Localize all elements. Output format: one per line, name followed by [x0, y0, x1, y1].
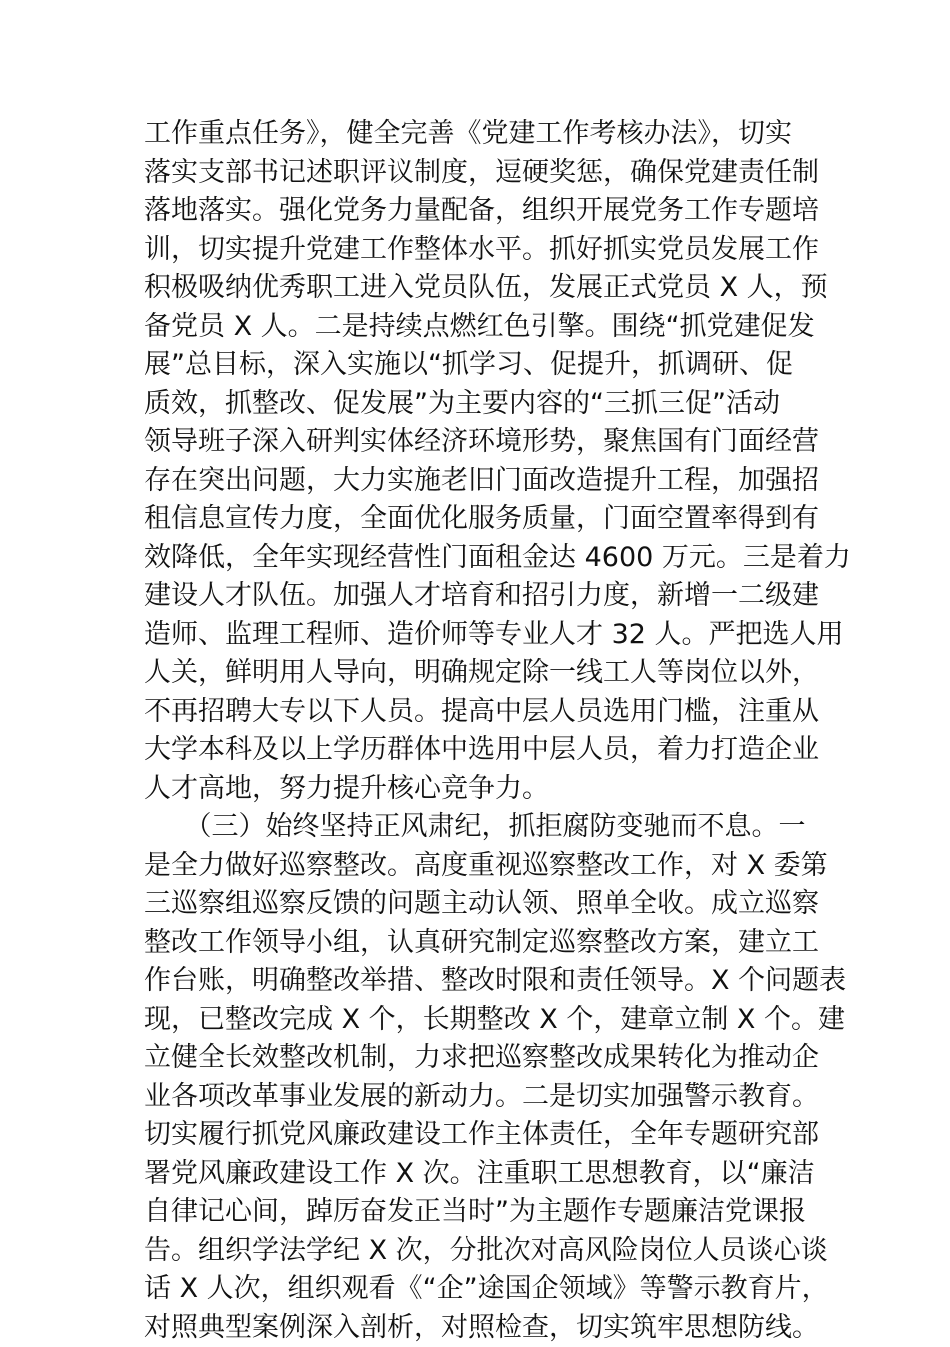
text-line: 展”总目标，深入实施以“抓学习、促提升，抓调研、促 [144, 346, 834, 385]
text-line: 对照典型案例深入剖析，对照检查，切实筑牢思想防线。 [144, 1309, 834, 1347]
text-line: 人关，鲜明用人导向，明确规定除一线工人等岗位以外， [144, 654, 834, 693]
text-line: 不再招聘大专以下人员。提高中层人员选用门槛，注重从 [144, 693, 834, 732]
text-line: 备党员 X 人。二是持续点燃红色引擎。围绕“抓党建促发 [144, 308, 834, 347]
text-line: 效降低，全年实现经营性门面租金达 4600 万元。三是着力 [144, 539, 834, 578]
text-line: 自律记心间，踔厉奋发正当时”为主题作专题廉洁党课报 [144, 1193, 834, 1232]
text-line: 租信息宣传力度，全面优化服务质量，门面空置率得到有 [144, 500, 834, 539]
text-line: 质效，抓整改、促发展”为主要内容的“三抓三促”活动 [144, 385, 834, 424]
text-line: 业各项改革事业发展的新动力。二是切实加强警示教育。 [144, 1078, 834, 1117]
text-line: 人才高地，努力提升核心竞争力。 [144, 770, 834, 809]
text-line: 积极吸纳优秀职工进入党员队伍，发展正式党员 X 人，预 [144, 269, 834, 308]
text-line: 现，已整改完成 X 个，长期整改 X 个，建章立制 X 个。建 [144, 1001, 834, 1040]
text-line: 训，切实提升党建工作整体水平。抓好抓实党员发展工作 [144, 231, 834, 270]
text-line: 领导班子深入研判实体经济环境形势，聚焦国有门面经营 [144, 423, 834, 462]
text-line: 立健全长效整改机制，力求把巡察整改成果转化为推动企 [144, 1039, 834, 1078]
text-line: 工作重点任务》，健全完善《党建工作考核办法》，切实 [144, 115, 834, 154]
text-line: 落地落实。强化党务力量配备，组织开展党务工作专题培 [144, 192, 834, 231]
text-line: 话 X 人次，组织观看《“企”途国企领域》等警示教育片， [144, 1270, 834, 1309]
text-line: 三巡察组巡察反馈的问题主动认领、照单全收。成立巡察 [144, 885, 834, 924]
text-line: 建设人才队伍。加强人才培育和招引力度，新增一二级建 [144, 577, 834, 616]
section-heading-line: （三）始终坚持正风肃纪，抓拒腐防变驰而不息。一 [144, 808, 834, 847]
text-line: 存在突出问题，大力实施老旧门面改造提升工程，加强招 [144, 462, 834, 501]
text-line: 作台账，明确整改举措、整改时限和责任领导。X 个问题表 [144, 962, 834, 1001]
text-line: 告。组织学法学纪 X 次，分批次对高风险岗位人员谈心谈 [144, 1232, 834, 1271]
text-line: 落实支部书记述职评议制度，逗硬奖惩，确保党建责任制 [144, 154, 834, 193]
text-line: 署党风廉政建设工作 X 次。注重职工思想教育，以“廉洁 [144, 1155, 834, 1194]
text-line: 大学本科及以上学历群体中选用中层人员，着力打造企业 [144, 731, 834, 770]
body-text [144, 115, 834, 1347]
text-line: 整改工作领导小组，认真研究制定巡察整改方案，建立工 [144, 924, 834, 963]
text-line: 是全力做好巡察整改。高度重视巡察整改工作，对 X 委第 [144, 847, 834, 886]
text-line: 切实履行抓党风廉政建设工作主体责任，全年专题研究部 [144, 1116, 834, 1155]
text-line: 造师、监理工程师、造价师等专业人才 32 人。严把选人用 [144, 616, 834, 655]
